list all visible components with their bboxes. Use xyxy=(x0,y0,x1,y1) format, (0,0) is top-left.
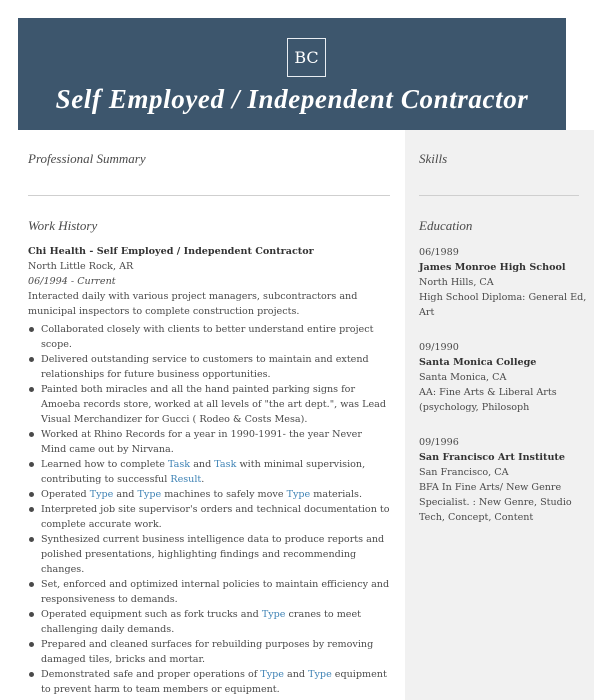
education-school: San Francisco Art Institute xyxy=(419,452,565,463)
job-bullet xyxy=(28,637,390,667)
placeholder-link[interactable]: Type xyxy=(137,489,162,500)
heading-skills: Skills xyxy=(419,151,448,166)
summary-divider xyxy=(28,195,390,196)
placeholder-link[interactable]: Type xyxy=(308,669,332,680)
job-bullet xyxy=(28,607,390,637)
work-history-entry xyxy=(28,244,390,697)
heading-education: Education xyxy=(419,218,473,233)
education-date: 09/1996 xyxy=(419,437,459,448)
job-bullet xyxy=(28,532,390,577)
job-bullet xyxy=(28,457,390,487)
education-school: Santa Monica College xyxy=(419,357,537,368)
job-bullet xyxy=(28,382,390,427)
bullet-text: Learned how to complete xyxy=(41,459,169,470)
education-degree: High School Diploma: General Ed, Art xyxy=(419,292,587,318)
placeholder-link[interactable]: Result xyxy=(170,474,202,485)
skills-divider xyxy=(419,195,579,196)
education-location: North Hills, CA xyxy=(419,277,494,288)
education-location: San Francisco, CA xyxy=(419,467,509,478)
sidebar xyxy=(405,130,594,700)
bullet-text: Set, enforced and optimized internal policies to maintain efficiency and responsiveness to demands. xyxy=(41,579,390,605)
job-bullet xyxy=(28,427,390,457)
bullet-text: cranes to meet challenging daily demands. xyxy=(41,609,362,635)
job-location: North Little Rock, AR xyxy=(28,261,134,272)
job-description: Interacted daily with various project managers, subcontractors and municipal inspectors to complete construction projects. xyxy=(28,291,358,317)
job-bullet xyxy=(28,667,390,697)
education-location: Santa Monica, CA xyxy=(419,372,507,383)
placeholder-link[interactable]: Type xyxy=(261,609,286,620)
education-date: 06/1989 xyxy=(419,247,459,258)
education-date: 09/1990 xyxy=(419,342,459,353)
bullet-text: and xyxy=(283,669,309,680)
job-title: Chi Health - Self Employed / Independent Contractor xyxy=(28,246,314,257)
placeholder-link[interactable]: Type xyxy=(286,489,311,500)
bullet-text: . xyxy=(201,474,205,485)
education-entry xyxy=(419,245,589,320)
education-entry xyxy=(419,340,589,415)
job-bullet xyxy=(28,322,390,352)
bullet-text: materials. xyxy=(310,489,363,500)
education-degree: AA: Fine Arts & Liberal Arts (psychology, Philosoph xyxy=(419,387,557,413)
heading-work-history: Work History xyxy=(28,218,98,233)
bullet-text: and xyxy=(190,459,215,470)
bullet-text: Operated equipment such as fork trucks and xyxy=(41,609,262,620)
placeholder-link[interactable]: Task xyxy=(168,459,191,470)
placeholder-link[interactable]: Task xyxy=(214,459,237,470)
bullet-text: Worked at Rhino Records for a year in 1990-1991- the year Never Mind came out by Nirvana. xyxy=(41,429,362,455)
job-bullet-list xyxy=(28,322,390,697)
bullet-text: Delivered outstanding service to customers to maintain and extend relationships for future business opportunities. xyxy=(41,354,369,380)
bullet-text: Demonstrated safe and proper operations of xyxy=(41,669,261,680)
bullet-text: Synthesized current business intelligence data to produce reports and polished presentations, highlighting findings and recommending changes. xyxy=(41,534,385,575)
heading-professional-summary: Professional Summary xyxy=(28,151,146,166)
bullet-text: machines to safely move xyxy=(161,489,287,500)
job-bullet xyxy=(28,487,390,502)
resume-title: Self Employed / Independent Contractor xyxy=(55,84,529,114)
bullet-text: Interpreted job site supervisor's orders and technical documentation to complete accurate work. xyxy=(41,504,390,530)
bullet-text: Operated xyxy=(41,489,90,500)
education-school: James Monroe High School xyxy=(419,262,566,273)
job-bullet xyxy=(28,352,390,382)
bullet-text: Prepared and cleaned surfaces for rebuilding purposes by removing damaged tiles, bricks and mortar. xyxy=(41,639,374,665)
bullet-text: with minimal supervision, contributing to successful xyxy=(41,459,366,485)
placeholder-link[interactable]: Type xyxy=(89,489,114,500)
monogram-badge: BC xyxy=(287,38,326,77)
placeholder-link[interactable]: Type xyxy=(260,669,284,680)
bullet-text: Painted both miracles and all the hand painted parking signs for Amoeba records store, worked at all levels of "the art dept.", was Lead Visual Merchandizer for Gucci ( Rodeo & Costs Mesa). xyxy=(41,384,387,425)
bullet-text: Collaborated closely with clients to better understand entire project scope. xyxy=(41,324,374,350)
job-bullet xyxy=(28,502,390,532)
education-degree: BFA In Fine Arts/ New Genre Specialist. : New Genre, Studio Tech, Concept, Content xyxy=(419,482,572,523)
education-entry xyxy=(419,435,589,525)
bullet-text: and xyxy=(113,489,138,500)
job-dates: 06/1994 - Current xyxy=(28,276,116,287)
job-bullet xyxy=(28,577,390,607)
bullet-text: equipment to prevent harm to team members or equipment. xyxy=(41,669,387,695)
